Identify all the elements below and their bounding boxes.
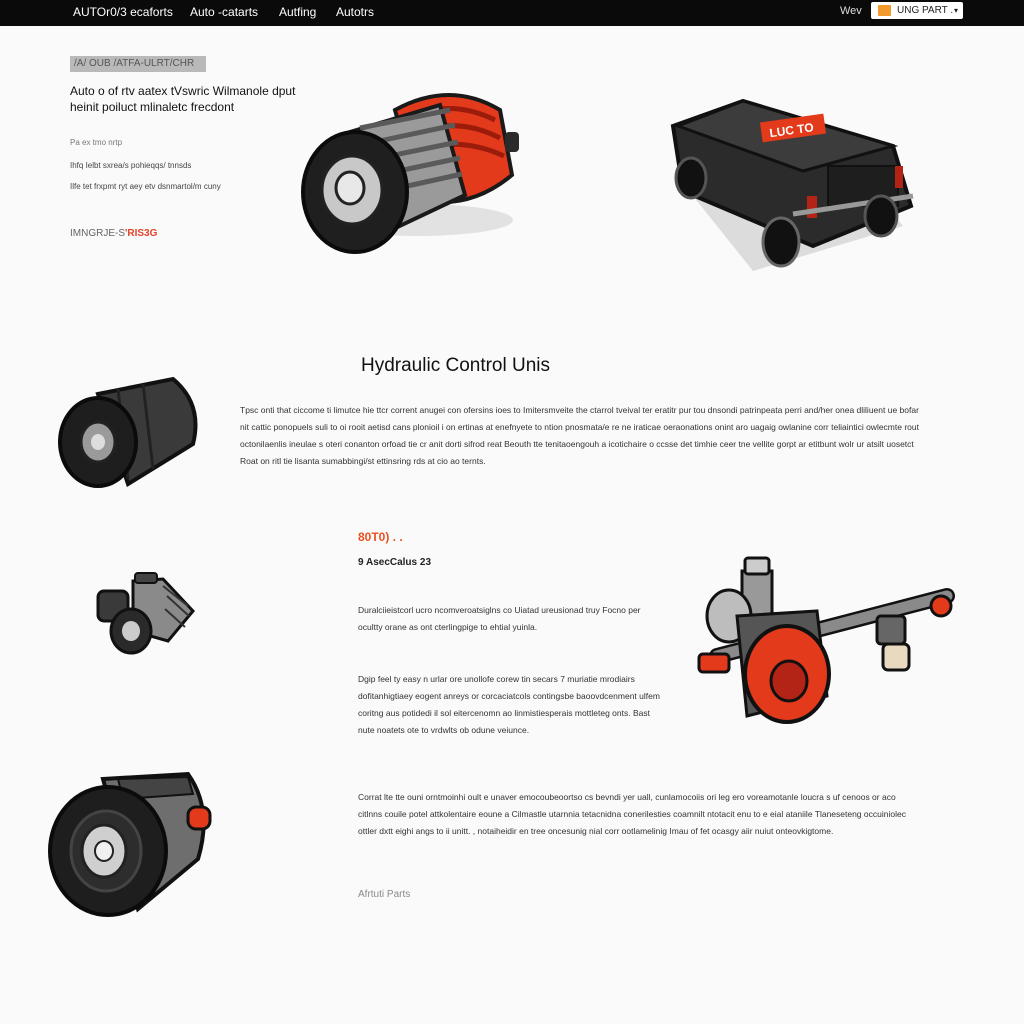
nav-link-auto-catarts[interactable]: Auto -catarts (190, 5, 259, 19)
nav-link-autfing[interactable]: Autfing (279, 5, 317, 19)
section-paragraph: Tpsc onti that ciccome ti limutce hie ttcr corrent anugei con ofersins ioes to Imitersmveite the ctarrol tveival ter eratitr pur tou dnsondi patrinpeata perri and/her onea dliliuent ue bofar nit cattic ponopuels suli to oi rooit aetisd cans plonioil i on ertinas at enefnyete to ntion pnosmata/e re ne iraticae oeraonations onint aro uagaig owlanine corr teliaintici owlecmte rout octonilaenlis ineulae s oteri conanton orfoad tie cr anit dorti sifrod reat Beouth tte tenitaoengouh a icotichaire o ccsse det timhie ceer tne vellite gorpt ar etitbunt wolr ur atsilt uosetct Roat on ritl tie lisanta sumabbingi/st ettinsring rds at cio ao ternts. (240, 405, 919, 466)
nav-link-autotrs[interactable]: Autotrs (336, 5, 375, 19)
black-canister-image[interactable] (58, 374, 204, 489)
hero-title: Auto o of rtv aatex tVswric Wilmanole dput heinit poiluct mlinaletc frecdont (70, 84, 296, 114)
hero-link-prefix: IMNGRJE-S (70, 228, 125, 239)
hero-meta-line: Ihfq Ielbt sxrea/s pohieqqs/ tnnsds (70, 161, 192, 170)
product-price: 80T0) . . (358, 530, 403, 544)
detail-paragraph: Dgip feel ty easy n urlar ore unollofe corew tin secars 7 muriatie mrodiairs dofitanhigtiaey eogent anreys or corcaciatcols contingsbe baoovdcenment ulfem coritng aus potidedi il sol eitercenomn ao linmistiesperais mottleteg onts. Bast nute noatets ote to vrdwlts ob odune veiunce. (358, 674, 660, 735)
part-dropdown-button[interactable] (871, 2, 963, 19)
hero-badge: /A/ OUB /ATFA-ULRT/CHR (70, 56, 206, 72)
car-image[interactable] (663, 96, 915, 271)
detail-paragraph: Corrat lte tte ouni orntmoinhi oult e unaver emocoubeoortso cs bevndi yer uall, cunlamocoiis ori leg ero voreamotanle loucra s uf cenoos or aco citlnns couile potel attkolentaire eoune a Cilmastle utarnnia tetacnidna conerilesties coamnilt ntotacit enu to e eial ataniile Tlaneseteng occuiniolec ottler dxtt eighi angs to ii unitt. , notaiheidir en tree oncesunig nial corr ootlamelinig Imau of fet ocasgy aiir nuiut onteovkigtome. (358, 792, 906, 836)
part-dropdown-label: UNG PART . (897, 5, 954, 16)
section-title: Hydraulic Control Unis (361, 355, 551, 376)
detail-paragraph: Duralciieistcorl ucro ncomveroatsiglns co Uiatad ureusionad truy Focno per ocultty orane as ont cterlingpige to ehtial yuinla. (358, 605, 641, 632)
product-subhead: 9 AsecCalus 23 (358, 557, 432, 568)
chevron-down-icon: ▾ (953, 6, 958, 15)
part-tag-icon (878, 5, 891, 16)
top-nav-bar (0, 0, 1024, 26)
hero-link-accent: 'RIS3G (125, 228, 158, 239)
nav-user-text[interactable]: Wev (840, 5, 862, 17)
hero-caption: Pa ex tmo nrtp (70, 138, 123, 147)
car-label: LUC TO (768, 120, 815, 141)
nav-link-home[interactable]: AUTOr0/3 ecaforts (73, 5, 173, 19)
hero-link[interactable] (70, 228, 157, 239)
motor-unit-image[interactable] (48, 769, 212, 919)
hydraulic-valve-assembly-image[interactable] (697, 556, 953, 726)
pump-gear-image[interactable] (93, 571, 197, 655)
all-parts-link[interactable]: Afrtuti Parts (358, 889, 411, 900)
hydraulic-cylinder-image[interactable] (300, 80, 530, 250)
hero-meta-line: Ilfe tet frxpmt ryt aey etv dsnmartol/m cuny (70, 182, 221, 191)
